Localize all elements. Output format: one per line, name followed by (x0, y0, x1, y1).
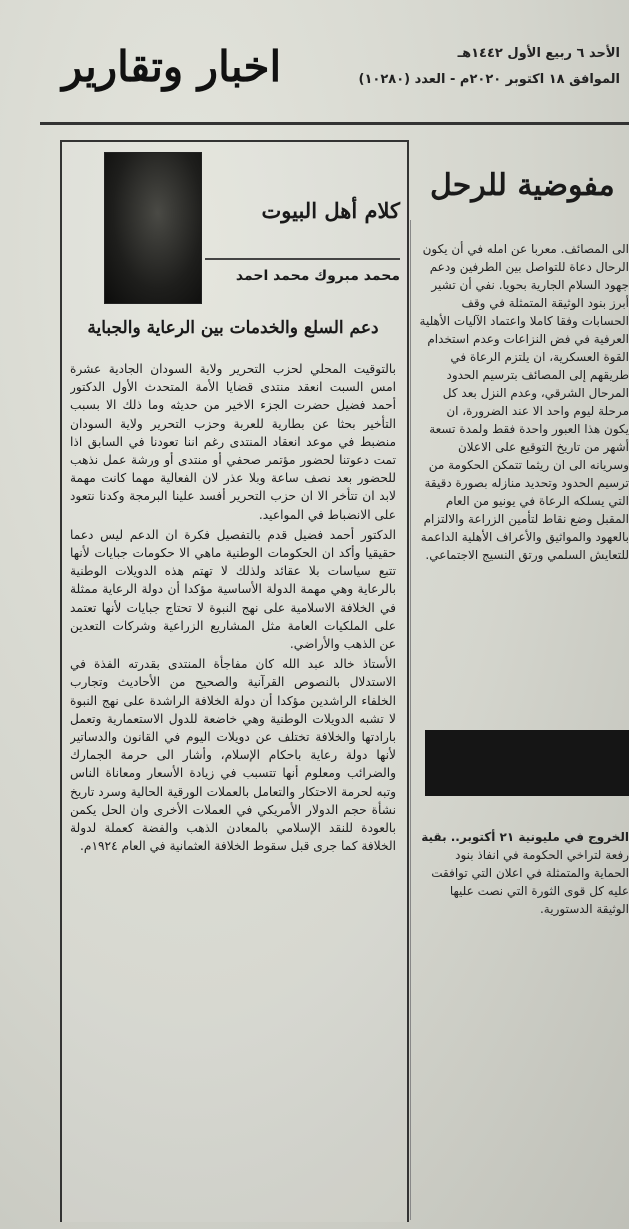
right-article-body (418, 240, 629, 710)
right-article-paragraph: الى المصائف. معربا عن امله في أن يكون الرحال دعاة للتواصل بين الطرفين ودعم جهود السلام الجارية بحويا. نفي أن تشير أبرز بنود الوثيقة المتمثلة في وقف الحسابات وفقا كاملا واعتماد الآليات الأهلية العرفية في فض النزاعات وعدم استخدام القوة العسكرية، ان يلتزم الرعاة في طريقهم إلى المصائف بترسيم الحدود المرحال الشرقي، وعدم النزل بعد كل مرحلة ليوم واحد الا عند الضرورة، ان يكون هذا العبور واحدة فقط ولمدة تسعة أشهر من تاريخ التوقيع على الاعلان وسريانه الى ان ريثما تتمكن الحكومة من ترسيم الحدود وتحديد منازله بصورة دقيقة التي يسلكه الرعاة في يونيو من العام المقبل وضع نقاط لتأمين الزراعة والالتزام بالعهود والمواثيق والأعراف الأهلية الداعمة للتعايش السلمي ورتق النسيج الاجتماعي. (419, 242, 629, 562)
right-article-body-2 (418, 828, 629, 1208)
column-author: محمد مبروك محمد احمد (235, 268, 400, 284)
article-paragraph: الدكتور أحمد فضيل قدم بالتفصيل فكرة ان الدعم ليس دعما حقيقيا وأكد ان الحكومات الوطنية ماهي الا حكومات جبايات لأنها تتبع سياسات بلا عقائد ولذلك لا تهتم هذه الدويلات الوطنية بالرعاية وهي مهمة الدولة الأساسية مؤكدا أن دولة الرعاية ممثلة في الخلافة الاسلامية على نهج النبوة لا تحتاج جبايات لأنها تعتمد على الملكيات العامة مثل المشاريع الزراعية وشركات التعدين عن الذهب والأراضي. (70, 527, 396, 652)
right-article-lead: الخروج في مليونية ٢١ أكتوبر.. بقية (421, 830, 629, 844)
author-photo (104, 152, 202, 304)
right-article-text: رفعة لتراخي الحكومة في انفاذ بنود الحماية والمتمثلة في اعلان التي توافقت عليه كل قوى الثورة التي نصت عليها الوثيقة الدستورية. (431, 848, 629, 916)
dark-banner (425, 730, 629, 796)
column-rule (205, 258, 400, 260)
masthead (0, 0, 629, 120)
article-headline: دعم السلع والخدمات بين الرعاية والجباية (87, 318, 379, 338)
column-separator (410, 220, 411, 1220)
issue-date: الأحد ٦ ربيع الأول ١٤٤٢هـ (457, 46, 620, 61)
column-name: كلام أهل البيوت (261, 198, 400, 223)
section-title: اخبار وتقارير (62, 42, 282, 91)
article-paragraph: الأستاذ خالد عبد الله كان مفاجأة المنتدى بقدرته الفذة في الاستدلال بالنصوص القرآنية والصحيح من الأحاديث وتجارب الخلفاء الراشدين مؤكدا أن دولة الخلافة الراشدة على نهج النبوة لا تشبه الدويلات الوطنية وهي خاضعة للدول الاستعمارية وتعمل بارادتها والخلافة تختلف عن دويلات اليوم في القانون والدساتير لأنها دولة رعاية باحكام الإسلام، وأشار الى حرمة الجمارك والضرائب ومعلوم أنها تتسبب في زيادة الأسعار ومعاناة الناس وتبه لحرمة الاحتكار والتعامل بالعملات الورقية الحالية وسرد تاريخ نشأة حجم الدولار الأمريكي في العملات الأخرى وان الحل يكمن بالعودة للنقد الإسلامي بالمعادن الذهب والفضة كعملة لدولة الخلافة كما جرى قبل سقوط الخلافة العثمانية في العام ١٩٢٤م. (70, 657, 396, 854)
masthead-rule (40, 122, 629, 125)
article-body (70, 360, 396, 1220)
right-article-headline: مفوضية للرحل (430, 168, 615, 203)
article-paragraph: بالتوقيت المحلي لحزب التحرير ولاية السودان الجادية عشرة امس السبت انعقد منتدى قضايا الأمة المتحدث الأول الدكتور أحمد فضيل حضرت الجزء الاخير من حديثه وما ذلك الا بسبب التأخير بحثا عن بطارية للعربة وحزب التحرير ولاية السودان منضبط في موعد انعقاد المنتدى رغم اننا تعودنا في السابق اذا تمت دعوتنا لحضور مؤتمر صحفي أو منتدى أو ورشة عمل نذهب للحضور بعد نصف ساعة وبلا عذر لان الفعالية مهما كانت مهمة لابد ان تتأخر الا ان حزب التحرير أفسد علينا البرمجة وكدنا نتعود على الانضباط في المواعيد. (70, 362, 396, 522)
issue-number: الموافق ١٨ اكتوبر ٢٠٢٠م - العدد (١٠٢٨٠) (358, 72, 620, 87)
